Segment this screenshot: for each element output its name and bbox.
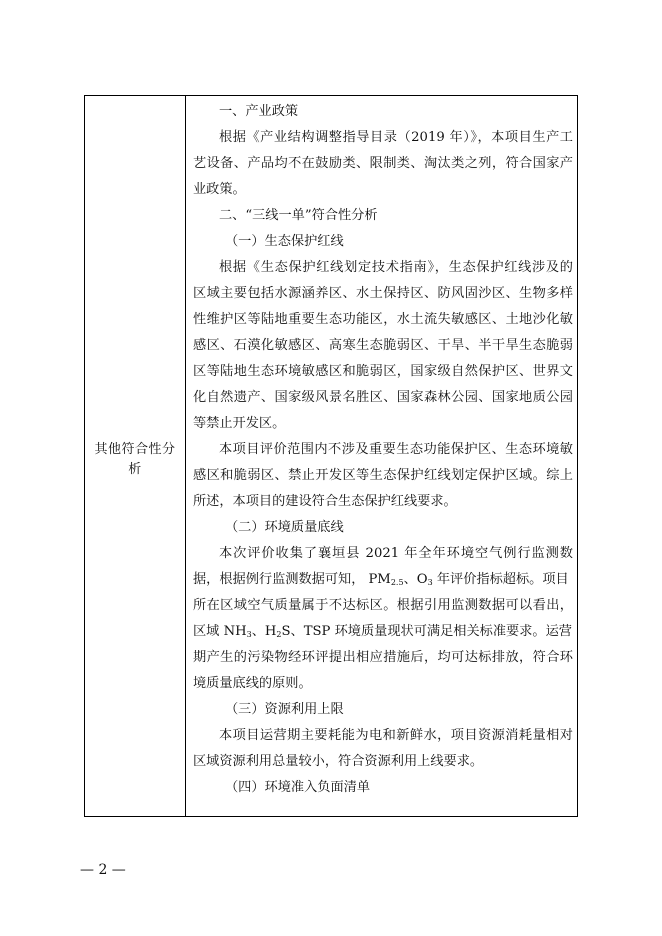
content-cell (187, 96, 577, 816)
paragraph-line: 本项目运营期主要耗能为电和新鲜水，项目资源消耗量相对 (219, 728, 573, 743)
text-run: 年评价指标超标。项目 (432, 572, 569, 587)
paragraph-line: 业政策。 (193, 182, 246, 197)
text-run: 区域 NH (193, 624, 247, 639)
paragraph-line: 本次评价收集了襄垣县 2021 年全年环境空气例行监测数 (219, 546, 573, 561)
text-run: S、TSP 环境质量现状可满足相关标准要求。运营 (281, 624, 572, 639)
paragraph-line: 化自然遗产、国家级风景名胜区、国家森林公园、国家地质公园 (193, 390, 573, 405)
paragraph-line: 期产生的污染物经环评提出相应措施后，均可达标排放，符合环 (193, 650, 573, 665)
section-heading: 二、“三线一单”符合性分析 (219, 208, 378, 223)
paragraph-line: 等禁止开发区。 (193, 416, 286, 431)
paragraph-line: 性维护区等陆地重要生态功能区，水土流失敏感区、土地沙化敏 (193, 312, 573, 327)
paragraph-line: 所述，本项目的建设符合生态保护红线要求。 (193, 494, 457, 509)
text-run: 、H (251, 624, 277, 639)
text-run: 据，根据例行监测数据可知， (193, 572, 365, 587)
subscript: 3 (427, 578, 433, 587)
subscript: 3 (246, 630, 252, 639)
text-run: PM (368, 572, 391, 587)
left-cell (85, 96, 186, 816)
text-run: 、O (403, 572, 428, 587)
page-number: — 2 — (80, 862, 126, 878)
section-heading: 一、产业政策 (219, 104, 299, 119)
paragraph-line: 感区、石漠化敏感区、高寒生态脆弱区、干旱、半干旱生态脆弱 (193, 338, 573, 353)
subsection-heading: （三）资源利用上限 (225, 702, 344, 717)
paragraph-line: 感区和脆弱区、禁止开发区等生态保护红线划定保护区域。综上 (193, 468, 573, 483)
paragraph-line (193, 570, 573, 590)
paragraph-line: 根据《产业结构调整指导目录（2019 年）》，本项目生产工 (219, 130, 573, 145)
subsection-heading: （二）环境质量底线 (225, 520, 344, 535)
paragraph-line: 艺设备、产品均不在鼓励类、限制类、淘汰类之列，符合国家产 (193, 156, 573, 171)
subsection-heading: （四）环境准入负面清单 (225, 780, 371, 795)
paragraph-line: 本项目评价范围内不涉及重要生态功能保护区、生态环境敏 (219, 442, 573, 457)
paragraph-line: 根据《生态保护红线划定技术指南》，生态保护红线涉及的 (219, 260, 573, 275)
paragraph-line (193, 622, 573, 642)
subscript: 2 (276, 630, 282, 639)
subscript: 2.5 (390, 578, 404, 587)
compliance-table (84, 95, 578, 817)
paragraph-line: 境质量底线的原则。 (193, 676, 312, 691)
row-label: 其他符合性分析 (94, 442, 176, 477)
paragraph-line: 区等陆地生态环境敏感区和脆弱区，国家级自然保护区、世界文 (193, 364, 573, 379)
paragraph-line: 区域资源利用总量较小，符合资源利用上线要求。 (193, 754, 484, 769)
paragraph-line: 所在区域空气质量属于不达标区。根据引用监测数据可以看出， (193, 598, 573, 613)
paragraph-line: 区域主要包括水源涵养区、水土保持区、防风固沙区、生物多样 (193, 286, 573, 301)
subsection-heading: （一）生态保护红线 (225, 234, 344, 249)
